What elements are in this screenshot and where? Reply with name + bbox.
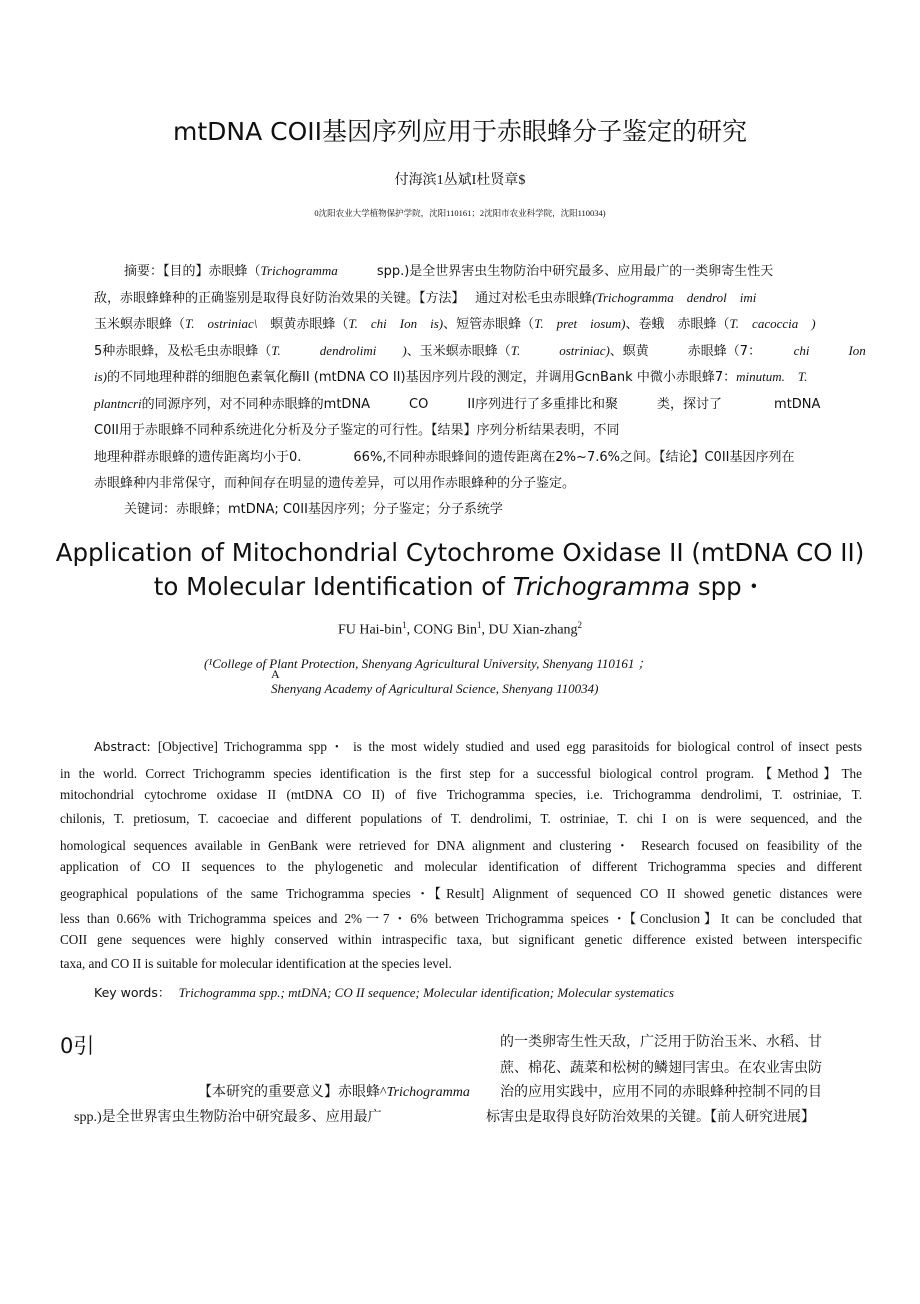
en-abstract-line: Abstract: [Objective] Trichogramma spp・ is the most widely studied and used egg parasitoids for biological control of insect pests (94, 739, 862, 754)
cn-abstract-line: 地理种群赤眼蜂的遗传距离均小于0. 66%,不同种赤眼蜂间的遗传距离在2%~7.6%之间。【结论】C0II基因序列在 (94, 450, 795, 465)
intro-right-line: 的一类卵寄生性天敌，广泛用于防治玉米、水稻、甘 (500, 1035, 822, 1050)
cn-authors: 付海滨1丛斌I杜贤章$ (394, 173, 526, 188)
en-title-line1: Application of Mitochondrial Cytochrome Oxidase II (mtDNA CO II) (55, 538, 865, 567)
en-abstract-line: mitochondrial cytochrome oxidase II (mtDNA CO II) of five Trichogramma species, i.e. Trichogramma dendrolimi, T. ostriniae, T. (60, 787, 862, 802)
en-affiliation-line1: (¹College of Plant Protection, Shenyang Agricultural University, Shenyang 110161 ； (204, 656, 651, 671)
en-abstract-line: geographical populations of the same Trichogramma species・【Result] Alignment of sequenced CO II showed genetic distances were (60, 886, 862, 901)
cn-abstract-line: is)的不同地理种群的细胞色素氧化酶II (mtDNA CO II)基因序列片段的测定，并调用GcnBank 中微小赤眼蜂7：minutum. T. (94, 369, 808, 385)
cn-title: mtDNA COII基因序列应用于赤眼蜂分子鉴定的研究 (172, 117, 748, 146)
intro-right-line: 标害虫是取得良好防治效果的关键。【前人研究进展】 (486, 1110, 815, 1125)
en-abstract-line: in the world. Correct Trichogramm species identification is the first step for a successful biological control program.【Method】The (60, 766, 862, 781)
cn-abstract-line: 摘要：【目的】赤眼蜂（Trichogramma spp.)是全世界害虫生物防治中研究最多、应用最广的一类卵寄生性天 (124, 263, 774, 279)
en-abstract-line: application of CO II sequences to the phylogenetic and molecular identification of different Trichogramma species and different (60, 859, 862, 874)
cn-keywords: 关键词：赤眼蜂；mtDNA; C0II基因序列；分子鉴定；分子系统学 (124, 502, 503, 517)
en-affiliation-line2: Shenyang Academy of Agricultural Science, Shenyang 110034) (271, 681, 599, 696)
intro-right-line: 治的应用实践中，应用不同的赤眼蜂种控制不同的目 (500, 1085, 822, 1100)
intro-left-line: spp.)是全世界害虫生物防治中研究最多、应用最广 (74, 1110, 382, 1125)
en-abstract-line: less than 0.66% with Trichogramma speices and 2%一7・6% between Trichogramma speices・【Conclusion】It can be concluded that (60, 911, 862, 926)
intro-right-line: 蔗、棉花、蔬菜和松树的鳞翅冃害虫。在农业害虫防 (500, 1061, 822, 1076)
en-abstract-line: homological sequences available in GenBank were retrieved for DNA alignment and clustering・ Research focused on feasibility of the (60, 838, 862, 853)
en-abstract-line: COII gene sequences were highly conserved within intraspecific taxa, but significant genetic difference existed between interspecific (60, 932, 862, 947)
cn-abstract-line: C0II用于赤眼蜂不同种系统进化分析及分子鉴定的可行性。【结果】序列分析结果表明，不同 (94, 423, 620, 438)
en-affiliation-marker: A (271, 667, 280, 681)
en-abstract-line: taxa, and CO II is suitable for molecular identification at the species level. (60, 956, 452, 971)
en-abstract-line: chilonis, T. pretiosum, T. cacoeciae and different populations of T. dendrolimi, T. ostriniae, T. chi I on is were sequenced, and the (60, 811, 862, 826)
en-authors: FU Hai-bin$^1$, CONG Bin$^1$, DU Xian-zhang$^2$ (337, 620, 583, 638)
intro-heading: 0引 (60, 1034, 95, 1058)
intro-left-line: 【本研究的重要意义】赤眼蜂^Trichogramma (198, 1085, 470, 1100)
cn-abstract-line: plantncri的同源序列，对不同种赤眼蜂的mtDNA CO II序列进行了多重排比和聚 类，探讨了 mtDNA (94, 396, 821, 412)
cn-abstract-line: 赤眼蜂种内非常保守，而种间存在明显的遗传差异，可以用作赤眼蜂种的分子鉴定。 (94, 476, 576, 491)
cn-abstract-line: 敌，赤眼蜂蜂种的正确鉴别是取得良好防治效果的关键。【方法】 通过对松毛虫赤眼蜂(Trichogramma dendrol imi (94, 290, 757, 306)
en-title-line2: to Molecular Identification of Trichogramma spp・ (153, 572, 767, 601)
cn-abstract-line: 玉米螟赤眼蜂（T. ostriniac\ 螟黄赤眼蜂（T. chi Ion is)、短管赤眼蜂（T. pret iosum)、卷蛾 赤眼蜂（T. cacoccia ) (94, 316, 816, 332)
cn-affiliation: 0沈阳农业大学植物保护学院，沈阳110161；2沈阳市农业科学院，沈阳110034) (314, 208, 606, 218)
en-keywords: Key words： Trichogramma spp.; mtDNA; CO II sequence; Molecular identification; Molecular systematics (94, 985, 674, 1000)
cn-abstract-line: 5种赤眼蜂，及松毛虫赤眼蜂（T. dendrolimi )、玉米螟赤眼蜂（T. ostriniac)、螟黄 赤眼蜂（7： chi Ion (94, 343, 866, 359)
